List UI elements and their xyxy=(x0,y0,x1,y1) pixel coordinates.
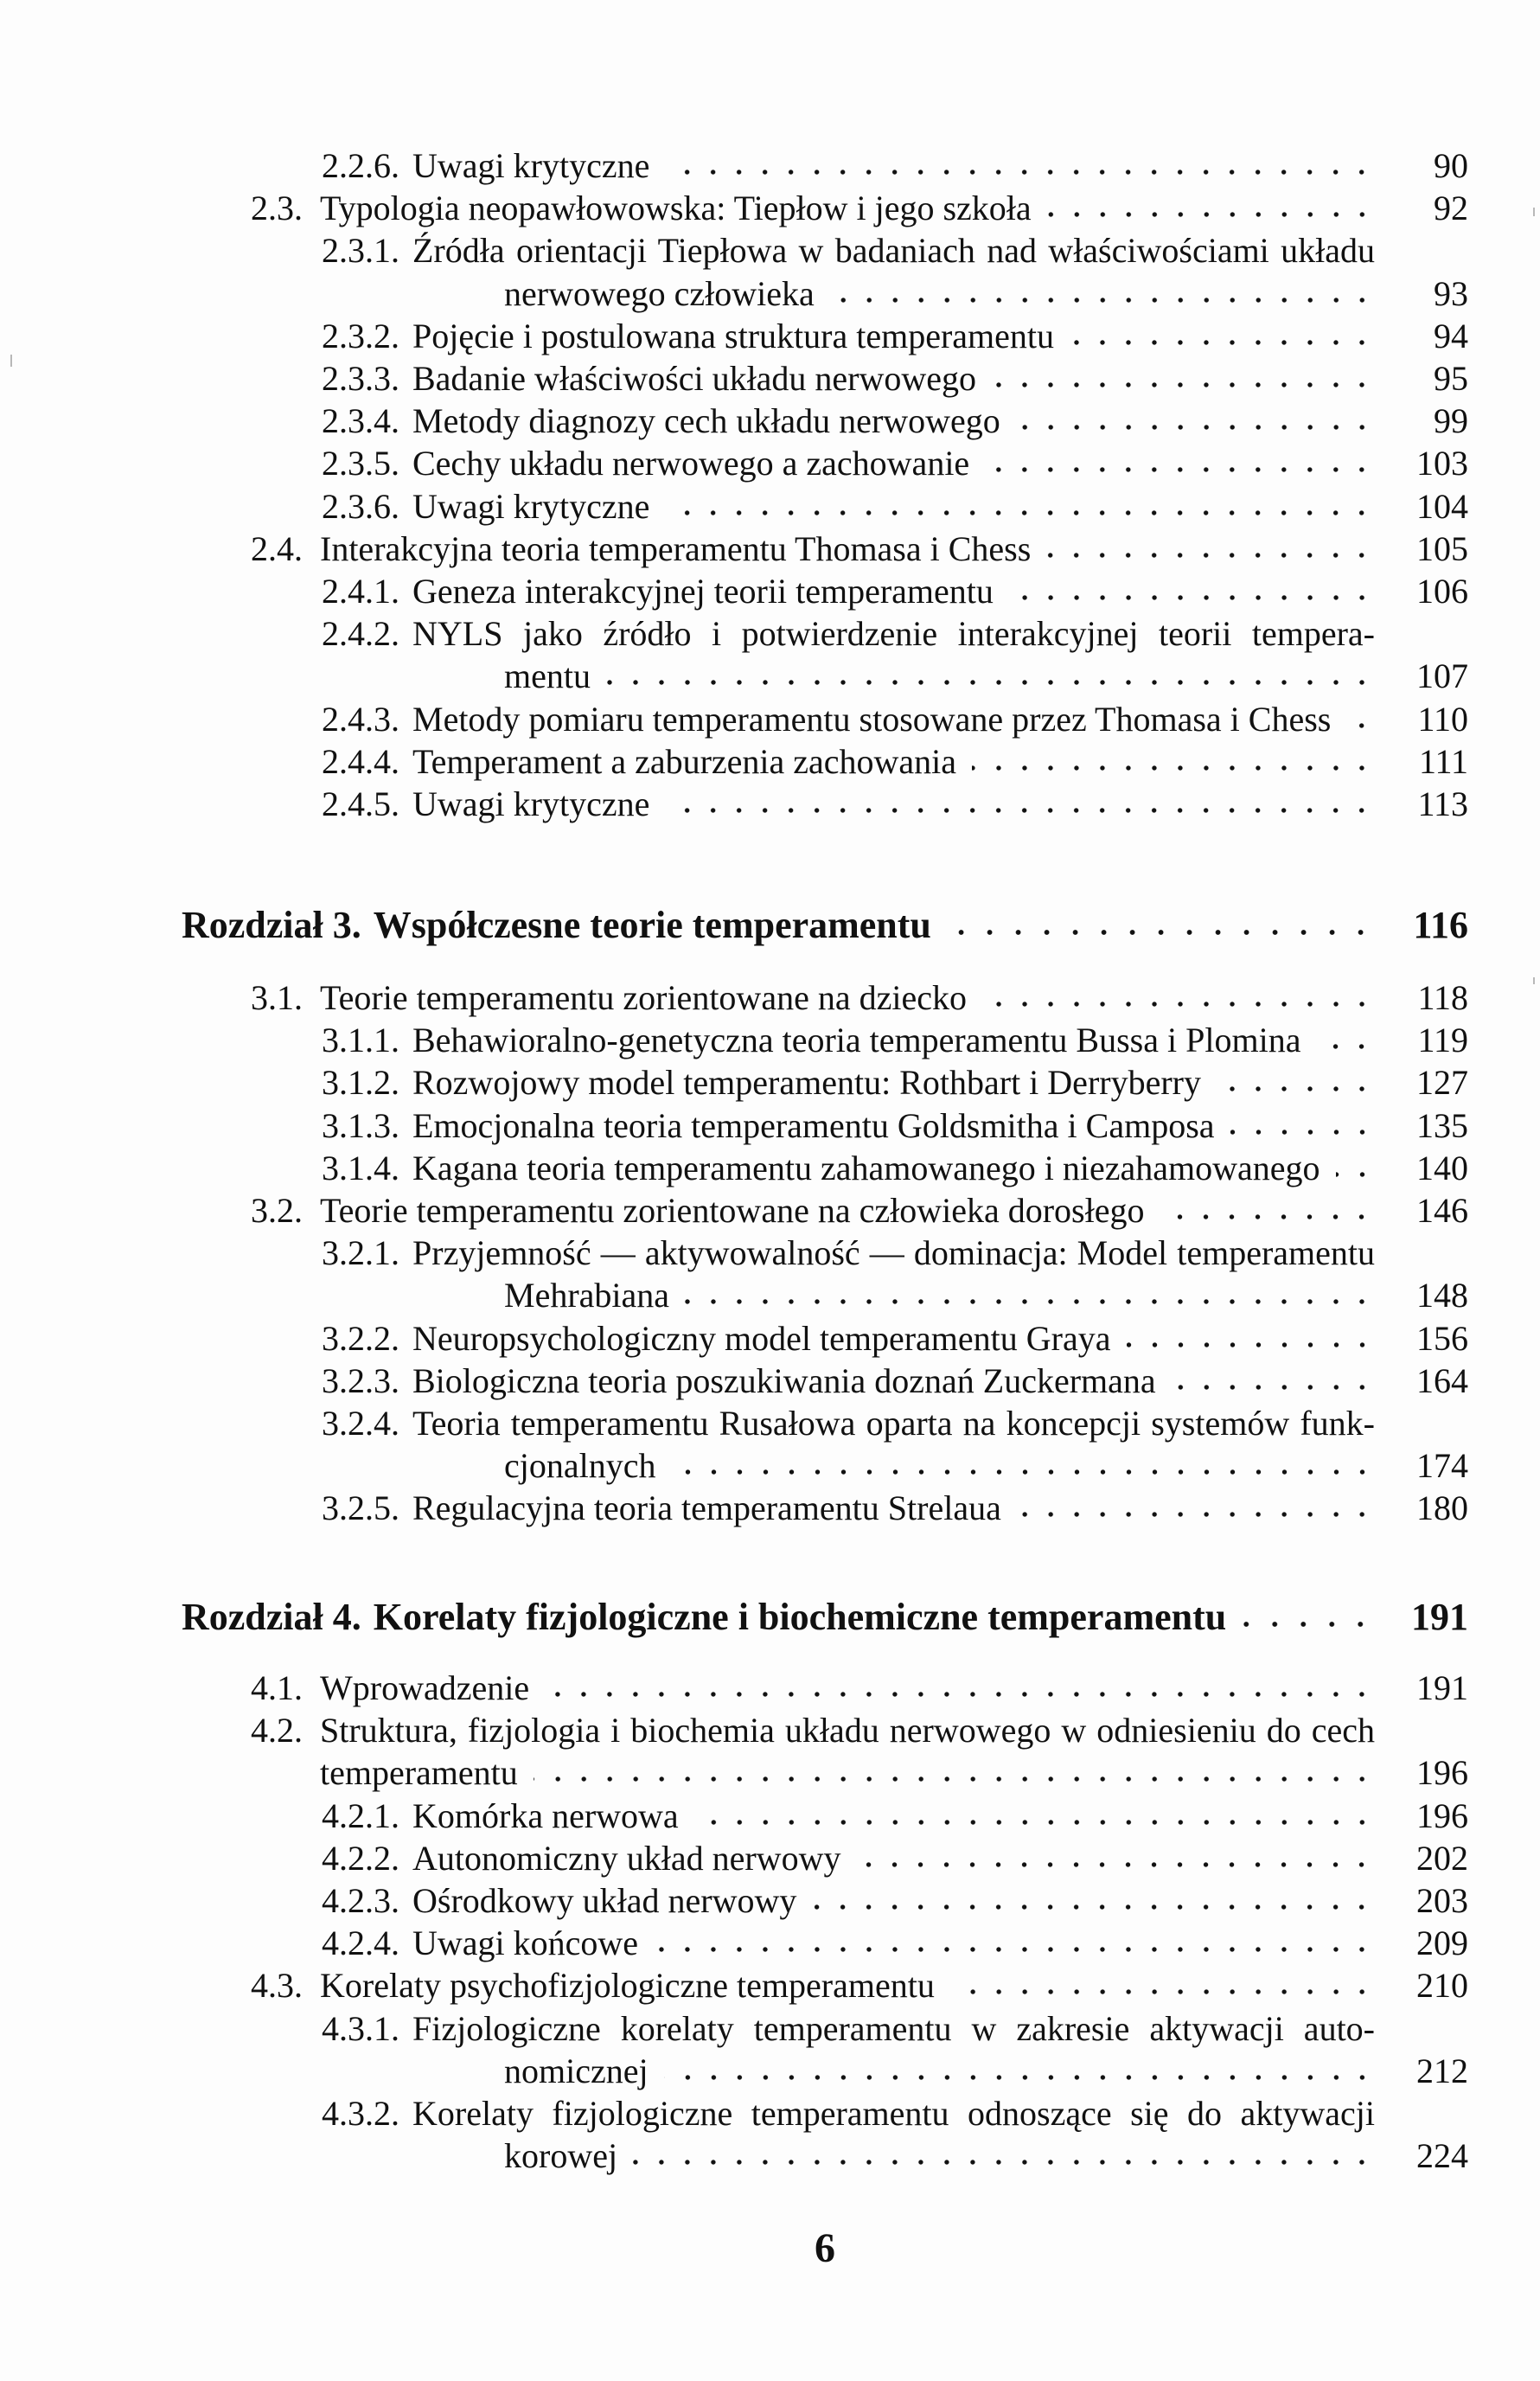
toc-entry-title: Behawioralno-genetyczna teoria temperamentu Bussa i Plomina xyxy=(412,1021,1301,1060)
toc-entry-title: Teorie temperamentu zorientowane na dziecko xyxy=(320,978,967,1017)
toc-entry-line[interactable] xyxy=(0,1402,1540,1445)
toc-entry-body xyxy=(504,272,1375,316)
toc-page-number[interactable]: 212 xyxy=(1416,2051,1468,2090)
scan-artifact xyxy=(1533,208,1535,216)
toc-entry-line[interactable] xyxy=(0,740,1540,784)
toc-entry-title: Uwagi krytyczne xyxy=(412,784,650,823)
toc-entry-body xyxy=(320,1751,1375,1795)
toc-entry-title: Fizjologiczne korelaty temperamentu w zakresie aktywacji auto- xyxy=(412,2008,1375,2048)
chapter-title: Korelaty fizjologiczne i biochemiczne temperamentu xyxy=(373,1596,1227,1638)
toc-entry-line[interactable] xyxy=(0,655,1540,698)
toc-entry-title: Struktura, fizjologia i biochemia układu nerwowego w odniesieniu do cech xyxy=(320,1711,1375,1751)
toc-entry-number: 3.1. xyxy=(251,978,303,1017)
toc-entry-title: Cechy układu nerwowego a zachowanie xyxy=(412,444,970,483)
toc-entry-body xyxy=(504,655,1375,698)
toc-entry-body xyxy=(320,1189,1375,1232)
toc-entry-number: 3.2.2. xyxy=(322,1318,399,1358)
toc-entry-body xyxy=(412,1922,1375,1965)
toc-entry-body xyxy=(320,1667,1375,1710)
dot-leader xyxy=(606,677,1375,688)
toc-entry-line[interactable] xyxy=(0,1667,1540,1710)
toc-entry-title: Temperament a zaburzenia zachowania xyxy=(412,741,957,781)
dot-leader xyxy=(985,464,1375,475)
toc-page-number[interactable]: 203 xyxy=(1416,1881,1468,1920)
chapter-heading-body xyxy=(182,901,1375,950)
dot-leader xyxy=(1316,1041,1375,1052)
chapter-title: Współczesne teorie temperamentu xyxy=(373,904,931,946)
toc-entry-body xyxy=(412,783,1375,826)
chapter-heading-chapter4[interactable] xyxy=(0,1593,1540,1642)
toc-entry-title: nerwowego człowieka xyxy=(504,273,815,313)
toc-entry-line[interactable] xyxy=(0,187,1540,230)
toc-entry-title: Rozwojowy model temperamentu: Rothbart i Derryberry xyxy=(412,1063,1201,1103)
toc-page-number[interactable]: 107 xyxy=(1416,656,1468,696)
toc-entry-line[interactable] xyxy=(0,570,1540,613)
toc-entry-number: 4.2. xyxy=(251,1711,303,1751)
toc-entry-number: 2.4. xyxy=(251,528,303,568)
toc-entry-line[interactable] xyxy=(0,1232,1540,1275)
toc-entry-body xyxy=(412,1104,1375,1148)
toc-entry-body xyxy=(412,315,1375,358)
toc-entry-line[interactable] xyxy=(0,272,1540,316)
toc-entry-body xyxy=(412,485,1375,528)
dot-leader xyxy=(545,1689,1375,1699)
toc-page-number[interactable]: 191 xyxy=(1416,1668,1468,1707)
dot-leader xyxy=(1230,1127,1375,1137)
toc-entry-number: 3.2. xyxy=(251,1191,303,1230)
toc-entry-number: 2.3. xyxy=(251,189,303,228)
toc-entry-line[interactable] xyxy=(0,229,1540,272)
toc-entry-body xyxy=(320,976,1375,1020)
toc-entry-line[interactable] xyxy=(0,357,1540,400)
toc-page-number[interactable]: 196 xyxy=(1416,1795,1468,1835)
toc-page-number[interactable]: 210 xyxy=(1416,1966,1468,2006)
dot-leader xyxy=(830,295,1375,305)
toc-page-number[interactable]: 99 xyxy=(1434,401,1468,441)
toc-entry-line[interactable] xyxy=(0,1274,1540,1317)
toc-entry-title: temperamentu xyxy=(320,1753,518,1793)
toc-page-number[interactable]: 111 xyxy=(1418,741,1468,781)
toc-entry-title: Mehrabiana xyxy=(504,1276,670,1315)
toc-entry-line[interactable] xyxy=(0,783,1540,826)
toc-entry-line[interactable] xyxy=(0,1709,1540,1752)
toc-entry-body xyxy=(412,400,1375,443)
dot-leader xyxy=(672,1467,1376,1477)
toc-entry-line[interactable] xyxy=(0,528,1540,571)
toc-entry-title: Autonomiczny układ nerwowy xyxy=(412,1838,841,1878)
toc-entry-body xyxy=(320,528,1375,571)
toc-entry-body xyxy=(412,1019,1375,1062)
toc-entry-line[interactable] xyxy=(0,315,1540,358)
toc-entry-body xyxy=(412,442,1375,485)
toc-page-number[interactable]: 174 xyxy=(1416,1446,1468,1486)
toc-entry-body xyxy=(412,1837,1375,1880)
toc-entry-number: 4.3. xyxy=(251,1966,303,2006)
toc-entry-body xyxy=(412,698,1375,741)
toc-entry-body xyxy=(412,229,1375,272)
toc-entry-title: Biologiczna teoria poszukiwania doznań Zuckermana xyxy=(412,1360,1156,1400)
toc-entry-body xyxy=(412,2007,1375,2051)
dot-leader xyxy=(972,763,1375,773)
toc-entry-body xyxy=(320,187,1375,230)
toc-entry-line[interactable] xyxy=(0,1061,1540,1104)
chapter-label: Rozdział 3. xyxy=(182,904,361,946)
toc-entry-number: 3.2.1. xyxy=(322,1233,399,1273)
toc-entry-number: 3.2.4. xyxy=(322,1404,399,1443)
toc-entry-number: 3.2.5. xyxy=(322,1488,399,1528)
toc-entry-body xyxy=(412,144,1375,188)
toc-entry-number: 2.4.3. xyxy=(322,699,399,739)
toc-entry-number: 2.3.5. xyxy=(322,444,399,483)
toc-entry-line[interactable] xyxy=(0,698,1540,741)
chapter-page-number[interactable]: 191 xyxy=(1411,1596,1468,1638)
toc-entry-title: Interakcyjna teoria temperamentu Thomasa i Chess xyxy=(320,528,1032,568)
toc-page-number[interactable]: 118 xyxy=(1417,978,1468,1017)
toc-entry-body xyxy=(412,612,1375,656)
dot-leader xyxy=(665,508,1375,518)
toc-entry-line[interactable] xyxy=(0,400,1540,443)
chapter-label: Rozdział 4. xyxy=(182,1596,361,1638)
toc-entry-body xyxy=(504,1444,1375,1488)
toc-entry-body xyxy=(504,1274,1375,1317)
toc-entry-line[interactable] xyxy=(0,1444,1540,1488)
toc-page-number[interactable]: 196 xyxy=(1416,1753,1468,1793)
toc-entry-body xyxy=(412,1402,1375,1445)
dot-leader xyxy=(1172,1382,1375,1392)
toc-page-number[interactable]: 95 xyxy=(1434,359,1468,398)
toc-page-number[interactable]: 140 xyxy=(1416,1148,1468,1187)
toc-entry-line[interactable] xyxy=(0,2050,1540,2093)
toc-entry-number: 3.1.1. xyxy=(322,1021,399,1060)
toc-entry-title: Komórka nerwowa xyxy=(412,1795,679,1835)
dot-leader xyxy=(664,2072,1375,2083)
toc-entry-number: 2.2.6. xyxy=(322,146,399,185)
toc-entry-body xyxy=(412,1795,1375,1838)
dot-leader xyxy=(1016,422,1375,432)
chapter-heading-chapter3[interactable] xyxy=(0,901,1540,950)
toc-entry-line[interactable] xyxy=(0,1317,1540,1360)
dot-leader xyxy=(1070,337,1375,348)
dot-leader xyxy=(1346,720,1375,731)
toc-entry-body xyxy=(412,740,1375,784)
toc-entry-number: 3.1.2. xyxy=(322,1063,399,1103)
toc-entry-line[interactable] xyxy=(0,1879,1540,1923)
toc-entry-body xyxy=(412,1487,1375,1530)
dot-leader xyxy=(950,1987,1375,1997)
toc-page-number[interactable]: 202 xyxy=(1416,1838,1468,1878)
toc-entry-title: Neuropsychologiczny model temperamentu Graya xyxy=(412,1318,1111,1358)
dot-leader xyxy=(947,927,1375,938)
toc-entry-title: Pojęcie i postulowana struktura temperamentu xyxy=(412,316,1055,355)
toc-page-number[interactable]: 209 xyxy=(1416,1923,1468,1963)
toc-entry-line[interactable] xyxy=(0,1360,1540,1403)
toc-entry-line[interactable] xyxy=(0,1751,1540,1795)
toc-entry-title: Uwagi krytyczne xyxy=(412,486,650,526)
toc-entry-line[interactable] xyxy=(0,485,1540,528)
toc-page-number[interactable]: 90 xyxy=(1434,146,1468,185)
toc-entry-body xyxy=(504,2135,1375,2178)
toc-entry-line[interactable] xyxy=(0,144,1540,188)
toc-entry-line[interactable] xyxy=(0,1019,1540,1062)
toc-page-number[interactable]: 113 xyxy=(1417,784,1468,823)
toc-entry-title: Regulacyjna teoria temperamentu Strelaua xyxy=(412,1488,1001,1528)
toc-entry-body xyxy=(412,2092,1375,2135)
toc-entry-title: mentu xyxy=(504,656,591,696)
toc-page-number[interactable]: 156 xyxy=(1416,1318,1468,1358)
toc-entry-body xyxy=(504,2050,1375,2093)
toc-entry-title: Korelaty psychofizjologiczne temperamentu xyxy=(320,1966,935,2006)
toc-entry-number: 4.3.2. xyxy=(322,2094,399,2133)
toc-entry-line[interactable] xyxy=(0,1837,1540,1880)
dot-leader xyxy=(856,1859,1375,1870)
toc-entry-number: 4.2.4. xyxy=(322,1923,399,1963)
toc-entry-title: Teorie temperamentu zorientowane na człowieka dorosłego xyxy=(320,1191,1145,1230)
toc-entry-number: 2.3.6. xyxy=(322,486,399,526)
chapter-heading-body xyxy=(182,1593,1375,1642)
toc-entry-line[interactable] xyxy=(0,976,1540,1020)
toc-entry-line[interactable] xyxy=(0,1104,1540,1148)
toc-entry-body xyxy=(412,1061,1375,1104)
scan-artifact xyxy=(10,355,12,367)
toc-entry-line[interactable] xyxy=(0,612,1540,656)
toc-page-number[interactable]: 104 xyxy=(1416,486,1468,526)
toc-entry-line[interactable] xyxy=(0,2135,1540,2178)
dot-leader xyxy=(992,380,1375,390)
dot-leader xyxy=(665,805,1375,816)
toc-entry-title: Badanie właściwości układu nerwowego xyxy=(412,359,977,398)
toc-entry-line[interactable] xyxy=(0,1189,1540,1232)
toc-entry-body xyxy=(320,1709,1375,1752)
dot-leader xyxy=(1047,209,1375,220)
toc-page-number[interactable]: 135 xyxy=(1416,1105,1468,1145)
toc-entry-body xyxy=(412,1360,1375,1403)
dot-leader xyxy=(534,1774,1375,1784)
dot-leader xyxy=(1217,1084,1375,1094)
toc-entry-number: 3.2.3. xyxy=(322,1360,399,1400)
toc-entry-line[interactable] xyxy=(0,1922,1540,1965)
toc-entry-number: 4.1. xyxy=(251,1668,303,1707)
toc-entry-title: Geneza interakcyjnej teorii temperamentu xyxy=(412,572,994,611)
toc-entry-title: Ośrodkowy układ nerwowy xyxy=(412,1881,797,1920)
toc-entry-title: Typologia neopawłowowska: Tiepłow i jego szkoła xyxy=(320,189,1032,228)
scan-artifact xyxy=(1533,977,1535,984)
toc-entry-number: 2.3.2. xyxy=(322,316,399,355)
toc-entry-title: korowej xyxy=(504,2136,618,2176)
dot-leader xyxy=(694,1817,1375,1827)
toc-page-number[interactable]: 93 xyxy=(1434,273,1468,313)
toc-entry-line[interactable] xyxy=(0,1795,1540,1838)
toc-entry-title: Wprowadzenie xyxy=(320,1668,530,1707)
toc-page-number[interactable]: 94 xyxy=(1434,316,1468,355)
toc-entry-number: 3.1.4. xyxy=(322,1148,399,1187)
toc-entry-line[interactable] xyxy=(0,2092,1540,2135)
toc-entry-title: nomicznej xyxy=(504,2051,649,2090)
toc-entry-number: 2.4.1. xyxy=(322,572,399,611)
toc-page-number[interactable]: 103 xyxy=(1416,444,1468,483)
toc-entry-number: 2.3.3. xyxy=(322,359,399,398)
toc-entry-title: Uwagi końcowe xyxy=(412,1923,639,1963)
dot-leader xyxy=(1242,1619,1375,1629)
toc-entry-number: 4.3.1. xyxy=(322,2008,399,2048)
toc-entry-number: 4.2.3. xyxy=(322,1881,399,1920)
toc-page-number[interactable]: 180 xyxy=(1416,1488,1468,1528)
chapter-page-number[interactable]: 116 xyxy=(1413,904,1468,946)
toc-entry-body xyxy=(320,1964,1375,2007)
toc-entry-body xyxy=(412,1317,1375,1360)
dot-leader xyxy=(1336,1169,1375,1180)
dot-leader xyxy=(812,1902,1375,1912)
toc-entry-line[interactable] xyxy=(0,2007,1540,2051)
toc-page-number[interactable]: 164 xyxy=(1416,1360,1468,1400)
toc-page-number[interactable]: 224 xyxy=(1416,2136,1468,2176)
toc-entry-title: Przyjemność — aktywowalność — dominacja: Model temperamentu xyxy=(412,1233,1375,1273)
dot-leader xyxy=(1009,592,1375,603)
dot-leader xyxy=(665,167,1375,177)
toc-page-number[interactable]: 92 xyxy=(1434,189,1468,228)
toc-entry-body xyxy=(412,357,1375,400)
toc-entry-number: 4.2.1. xyxy=(322,1795,399,1835)
toc-entry-number: 2.3.4. xyxy=(322,401,399,441)
toc-entry-number: 2.4.4. xyxy=(322,741,399,781)
toc-page-number[interactable]: 119 xyxy=(1417,1021,1468,1060)
toc-entry-number: 3.1.3. xyxy=(322,1105,399,1145)
dot-leader xyxy=(1160,1212,1375,1222)
toc-page-number[interactable]: 148 xyxy=(1416,1276,1468,1315)
page-number-folio: 6 xyxy=(815,2225,835,2271)
toc-entry-title: Kagana teoria temperamentu zahamowanego i niezahamowanego xyxy=(412,1148,1320,1187)
dot-leader xyxy=(1017,1509,1375,1520)
toc-entry-body xyxy=(412,570,1375,613)
toc-entry-body xyxy=(412,1879,1375,1923)
dot-leader xyxy=(1046,550,1375,560)
toc-entry-line[interactable] xyxy=(0,1487,1540,1530)
toc-entry-title: Metody pomiaru temperamentu stosowane przez Thomasa i Chess xyxy=(412,699,1332,739)
dot-leader xyxy=(685,1296,1375,1307)
toc-page-number[interactable]: 127 xyxy=(1416,1063,1468,1103)
toc-entry-number: 2.4.2. xyxy=(322,614,399,654)
toc-entry-title: Teoria temperamentu Rusałowa oparta na koncepcji systemów funk- xyxy=(412,1404,1375,1443)
toc-entry-title: cjonalnych xyxy=(504,1446,656,1486)
toc-entry-title: Metody diagnozy cech układu nerwowego xyxy=(412,401,1000,441)
toc-page-number[interactable]: 106 xyxy=(1416,572,1468,611)
toc-entry-title: Źródła orientacji Tiepłowa w badaniach nad właściwościami układu xyxy=(412,231,1375,271)
toc-page-number[interactable]: 146 xyxy=(1416,1191,1468,1230)
toc-entry-title: Emocjonalna teoria temperamentu Goldsmitha i Camposa xyxy=(412,1105,1215,1145)
dot-leader xyxy=(982,999,1375,1009)
dot-leader xyxy=(1127,1340,1376,1350)
dot-leader xyxy=(633,2157,1375,2167)
toc-entry-title: Uwagi krytyczne xyxy=(412,146,650,185)
toc-page-number[interactable]: 105 xyxy=(1416,528,1468,568)
toc-entry-line[interactable] xyxy=(0,1147,1540,1190)
toc-page-number[interactable]: 110 xyxy=(1417,699,1468,739)
dot-leader xyxy=(654,1944,1375,1955)
toc-entry-body xyxy=(412,1232,1375,1275)
toc-entry-title: Korelaty fizjologiczne temperamentu odnoszące się do aktywacji xyxy=(412,2094,1375,2133)
toc-entry-number: 2.4.5. xyxy=(322,784,399,823)
toc-entry-line[interactable] xyxy=(0,1964,1540,2007)
toc-entry-title: NYLS jako źródło i potwierdzenie interakcyjnej teorii tempera- xyxy=(412,614,1375,654)
toc-entry-number: 4.2.2. xyxy=(322,1838,399,1878)
toc-entry-line[interactable] xyxy=(0,442,1540,485)
toc-entry-number: 2.3.1. xyxy=(322,231,399,271)
toc-entry-body xyxy=(412,1147,1375,1190)
